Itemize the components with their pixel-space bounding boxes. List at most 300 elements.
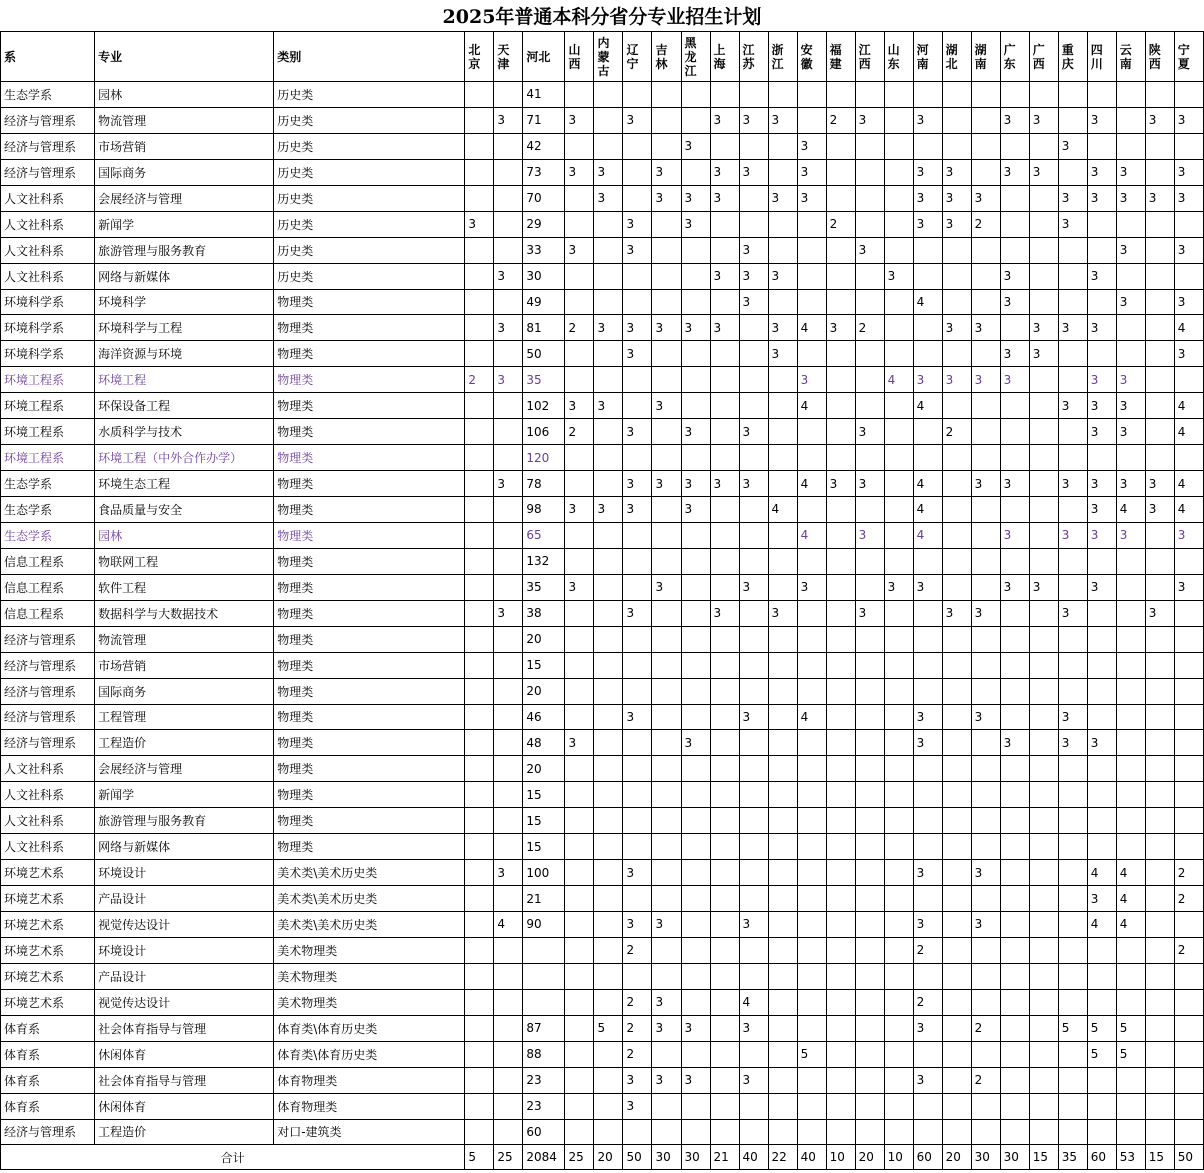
- count-cell: [971, 237, 1000, 263]
- count-cell: [826, 341, 855, 367]
- count-cell: 3: [913, 704, 942, 730]
- count-cell: [494, 445, 523, 471]
- count-cell: 3: [1058, 522, 1087, 548]
- count-cell: [739, 808, 768, 834]
- count-cell: [681, 159, 710, 185]
- count-cell: [768, 782, 797, 808]
- table-row: [1, 263, 1204, 289]
- count-cell: [1145, 912, 1174, 938]
- count-cell: [681, 937, 710, 963]
- count-cell: [768, 1041, 797, 1067]
- count-cell: [739, 211, 768, 237]
- count-cell: [652, 834, 681, 860]
- count-cell: [1174, 834, 1203, 860]
- count-cell: [1029, 963, 1058, 989]
- count-cell: [652, 419, 681, 445]
- count-cell: [1116, 1067, 1145, 1093]
- count-cell: [826, 497, 855, 523]
- table-row: [1, 782, 1204, 808]
- major-cell: 环境生态工程: [95, 471, 274, 497]
- total-count-cell: 35: [1058, 1145, 1087, 1170]
- count-cell: [768, 289, 797, 315]
- count-cell: 3: [1000, 289, 1029, 315]
- count-cell: 3: [1058, 185, 1087, 211]
- count-cell: [681, 82, 710, 108]
- count-cell: 4: [1174, 393, 1203, 419]
- count-cell: [710, 937, 739, 963]
- count-cell: [710, 808, 739, 834]
- count-cell: [942, 756, 971, 782]
- count-cell: [1145, 989, 1174, 1015]
- count-cell: [623, 263, 652, 289]
- count-cell: 4: [884, 367, 913, 393]
- table-row: [1, 393, 1204, 419]
- count-cell: 3: [768, 185, 797, 211]
- total-count-cell: 50: [623, 1145, 652, 1170]
- count-cell: [1087, 963, 1116, 989]
- count-cell: [594, 782, 623, 808]
- sheet-title: 2025年普通本科分省分专业招生计划: [442, 6, 762, 28]
- count-cell: [1029, 133, 1058, 159]
- count-cell: [465, 341, 494, 367]
- count-cell: [594, 860, 623, 886]
- count-cell: [884, 626, 913, 652]
- count-cell: [942, 548, 971, 574]
- count-cell: [710, 886, 739, 912]
- count-cell: [855, 445, 884, 471]
- dept-cell: 环境科学系: [1, 341, 95, 367]
- count-cell: 3: [623, 107, 652, 133]
- category-cell: 物理类: [274, 497, 465, 523]
- count-cell: 4: [1116, 886, 1145, 912]
- count-cell: 3: [710, 263, 739, 289]
- count-cell: [768, 834, 797, 860]
- count-cell: [1058, 497, 1087, 523]
- count-cell: [1058, 652, 1087, 678]
- count-cell: 20: [523, 678, 565, 704]
- table-row: [1, 704, 1204, 730]
- count-cell: [1000, 756, 1029, 782]
- count-cell: [1029, 886, 1058, 912]
- count-cell: [494, 237, 523, 263]
- count-cell: [884, 1015, 913, 1041]
- dept-cell: 经济与管理系: [1, 704, 95, 730]
- count-cell: [1145, 1015, 1174, 1041]
- total-count-cell: 60: [913, 1145, 942, 1170]
- count-cell: 3: [971, 600, 1000, 626]
- count-cell: [1000, 860, 1029, 886]
- count-cell: 3: [652, 1015, 681, 1041]
- count-cell: [565, 1015, 594, 1041]
- count-cell: [1145, 548, 1174, 574]
- count-cell: [1000, 782, 1029, 808]
- count-cell: 4: [913, 289, 942, 315]
- count-cell: [1087, 600, 1116, 626]
- category-cell: 物理类: [274, 471, 465, 497]
- count-cell: [1087, 937, 1116, 963]
- count-cell: 3: [1058, 471, 1087, 497]
- count-cell: 4: [913, 393, 942, 419]
- count-cell: [971, 574, 1000, 600]
- count-cell: 15: [523, 652, 565, 678]
- count-cell: [465, 574, 494, 600]
- count-cell: [594, 471, 623, 497]
- count-cell: [1174, 445, 1203, 471]
- count-cell: [565, 652, 594, 678]
- count-cell: 3: [1087, 522, 1116, 548]
- count-cell: 3: [623, 912, 652, 938]
- table-row: [1, 315, 1204, 341]
- count-cell: [826, 963, 855, 989]
- count-cell: [855, 289, 884, 315]
- count-cell: [565, 756, 594, 782]
- count-cell: [1029, 1067, 1058, 1093]
- count-cell: [681, 263, 710, 289]
- count-cell: [1029, 782, 1058, 808]
- count-cell: [594, 652, 623, 678]
- count-cell: [594, 574, 623, 600]
- count-cell: [1145, 159, 1174, 185]
- count-cell: [1145, 704, 1174, 730]
- count-cell: [652, 678, 681, 704]
- major-cell: 网络与新媒体: [95, 834, 274, 860]
- count-cell: [884, 1119, 913, 1145]
- major-cell: 环境科学与工程: [95, 315, 274, 341]
- count-cell: [971, 626, 1000, 652]
- count-cell: [710, 834, 739, 860]
- count-cell: [855, 497, 884, 523]
- count-cell: 3: [739, 237, 768, 263]
- count-cell: [739, 341, 768, 367]
- count-cell: 2: [465, 367, 494, 393]
- count-cell: [681, 678, 710, 704]
- count-cell: [768, 937, 797, 963]
- count-cell: 3: [681, 315, 710, 341]
- count-cell: [494, 159, 523, 185]
- count-cell: [942, 808, 971, 834]
- count-cell: [565, 211, 594, 237]
- count-cell: [652, 1119, 681, 1145]
- header-province: 宁夏: [1174, 32, 1203, 82]
- major-cell: 市场营销: [95, 652, 274, 678]
- count-cell: 3: [913, 574, 942, 600]
- count-cell: [797, 782, 826, 808]
- table-row: [1, 574, 1204, 600]
- total-count-cell: 10: [884, 1145, 913, 1170]
- count-cell: [465, 107, 494, 133]
- count-cell: 4: [913, 497, 942, 523]
- count-cell: [942, 1015, 971, 1041]
- count-cell: 88: [523, 1041, 565, 1067]
- count-cell: [884, 808, 913, 834]
- count-cell: [1029, 678, 1058, 704]
- count-cell: 3: [913, 159, 942, 185]
- count-cell: [797, 341, 826, 367]
- count-cell: [594, 1093, 623, 1119]
- count-cell: 3: [623, 341, 652, 367]
- count-cell: [1029, 989, 1058, 1015]
- count-cell: [797, 107, 826, 133]
- header-province: 辽宁: [623, 32, 652, 82]
- count-cell: 3: [1058, 133, 1087, 159]
- count-cell: [739, 522, 768, 548]
- category-cell: 物理类: [274, 834, 465, 860]
- count-cell: [942, 963, 971, 989]
- count-cell: [768, 1119, 797, 1145]
- count-cell: [681, 1041, 710, 1067]
- header-province: 黑龙江: [681, 32, 710, 82]
- dept-cell: 生态学系: [1, 82, 95, 108]
- count-cell: 3: [1174, 341, 1203, 367]
- count-cell: [971, 159, 1000, 185]
- count-cell: [710, 730, 739, 756]
- count-cell: [710, 289, 739, 315]
- count-cell: 3: [594, 497, 623, 523]
- count-cell: 78: [523, 471, 565, 497]
- count-cell: [594, 289, 623, 315]
- header-province: 天津: [494, 32, 523, 82]
- count-cell: [768, 652, 797, 678]
- count-cell: 4: [797, 522, 826, 548]
- count-cell: [465, 1067, 494, 1093]
- count-cell: [826, 886, 855, 912]
- count-cell: 3: [1116, 289, 1145, 315]
- count-cell: [884, 522, 913, 548]
- count-cell: [971, 522, 1000, 548]
- count-cell: [594, 548, 623, 574]
- count-cell: [1087, 1067, 1116, 1093]
- dept-cell: 体育系: [1, 1093, 95, 1119]
- count-cell: [797, 211, 826, 237]
- count-cell: [826, 626, 855, 652]
- count-cell: [855, 1015, 884, 1041]
- count-cell: [465, 912, 494, 938]
- count-cell: [739, 497, 768, 523]
- count-cell: 3: [623, 471, 652, 497]
- count-cell: [1000, 704, 1029, 730]
- count-cell: [710, 963, 739, 989]
- count-cell: [565, 367, 594, 393]
- major-cell: 新闻学: [95, 211, 274, 237]
- count-cell: [913, 1093, 942, 1119]
- count-cell: 33: [523, 237, 565, 263]
- count-cell: [1116, 652, 1145, 678]
- count-cell: 3: [1000, 574, 1029, 600]
- count-cell: [1029, 1041, 1058, 1067]
- count-cell: [710, 1093, 739, 1119]
- count-cell: [565, 1093, 594, 1119]
- count-cell: 3: [1174, 159, 1203, 185]
- major-cell: 物流管理: [95, 107, 274, 133]
- count-cell: [1145, 756, 1174, 782]
- count-cell: 3: [1087, 107, 1116, 133]
- count-cell: [942, 678, 971, 704]
- major-cell: 环境设计: [95, 937, 274, 963]
- count-cell: 3: [1058, 600, 1087, 626]
- count-cell: 3: [1087, 393, 1116, 419]
- count-cell: 48: [523, 730, 565, 756]
- count-cell: [681, 289, 710, 315]
- count-cell: 3: [1000, 367, 1029, 393]
- count-cell: [623, 808, 652, 834]
- count-cell: [565, 989, 594, 1015]
- count-cell: 87: [523, 1015, 565, 1041]
- count-cell: [710, 211, 739, 237]
- count-cell: 3: [1000, 107, 1029, 133]
- dept-cell: 人文社科系: [1, 263, 95, 289]
- count-cell: [884, 989, 913, 1015]
- table-row: [1, 497, 1204, 523]
- count-cell: 2: [565, 315, 594, 341]
- count-cell: 5: [1116, 1015, 1145, 1041]
- dept-cell: 信息工程系: [1, 574, 95, 600]
- count-cell: [739, 1041, 768, 1067]
- count-cell: [565, 522, 594, 548]
- count-cell: [594, 678, 623, 704]
- count-cell: [884, 1067, 913, 1093]
- count-cell: [594, 133, 623, 159]
- count-cell: 3: [623, 860, 652, 886]
- count-cell: [494, 548, 523, 574]
- dept-cell: 环境科学系: [1, 315, 95, 341]
- count-cell: [739, 82, 768, 108]
- count-cell: [1000, 133, 1029, 159]
- count-cell: [826, 522, 855, 548]
- count-cell: 3: [768, 263, 797, 289]
- count-cell: [768, 133, 797, 159]
- count-cell: [681, 963, 710, 989]
- category-cell: 美术类\美术历史类: [274, 912, 465, 938]
- count-cell: [623, 289, 652, 315]
- count-cell: [1029, 548, 1058, 574]
- count-cell: 3: [1116, 393, 1145, 419]
- count-cell: [884, 107, 913, 133]
- count-cell: [1174, 730, 1203, 756]
- count-cell: [494, 704, 523, 730]
- count-cell: [971, 1093, 1000, 1119]
- count-cell: [739, 886, 768, 912]
- count-cell: [942, 1067, 971, 1093]
- dept-cell: 生态学系: [1, 497, 95, 523]
- count-cell: [884, 548, 913, 574]
- count-cell: [797, 808, 826, 834]
- count-cell: [652, 1041, 681, 1067]
- count-cell: 3: [681, 471, 710, 497]
- count-cell: [1174, 82, 1203, 108]
- count-cell: [797, 730, 826, 756]
- count-cell: [565, 82, 594, 108]
- count-cell: [855, 886, 884, 912]
- count-cell: [710, 133, 739, 159]
- category-cell: 物理类: [274, 445, 465, 471]
- count-cell: [565, 860, 594, 886]
- major-cell: 休闲体育: [95, 1041, 274, 1067]
- count-cell: [594, 237, 623, 263]
- count-cell: 3: [768, 600, 797, 626]
- count-cell: [739, 600, 768, 626]
- total-count-cell: 30: [681, 1145, 710, 1170]
- count-cell: 3: [681, 1015, 710, 1041]
- dept-cell: 人文社科系: [1, 211, 95, 237]
- count-cell: 3: [1174, 107, 1203, 133]
- count-cell: [797, 989, 826, 1015]
- count-cell: 5: [1116, 1041, 1145, 1067]
- category-cell: 美术类\美术历史类: [274, 860, 465, 886]
- table-body: [1, 82, 1204, 1145]
- table-row: [1, 756, 1204, 782]
- header-province: 上海: [710, 32, 739, 82]
- count-cell: 3: [494, 471, 523, 497]
- count-cell: 3: [623, 600, 652, 626]
- count-cell: [739, 678, 768, 704]
- count-cell: 4: [1116, 912, 1145, 938]
- count-cell: [494, 1119, 523, 1145]
- count-cell: 4: [1174, 471, 1203, 497]
- count-cell: 106: [523, 419, 565, 445]
- count-cell: [1145, 1093, 1174, 1119]
- count-cell: [1145, 626, 1174, 652]
- count-cell: [1029, 445, 1058, 471]
- total-count-cell: 15: [1145, 1145, 1174, 1170]
- count-cell: [942, 522, 971, 548]
- category-cell: 对口-建筑类: [274, 1119, 465, 1145]
- count-cell: 3: [623, 1093, 652, 1119]
- count-cell: [855, 82, 884, 108]
- count-cell: [884, 704, 913, 730]
- count-cell: [768, 860, 797, 886]
- count-cell: 41: [523, 82, 565, 108]
- count-cell: [681, 704, 710, 730]
- count-cell: [465, 1041, 494, 1067]
- count-cell: 3: [855, 107, 884, 133]
- count-cell: [1116, 107, 1145, 133]
- count-cell: 3: [855, 419, 884, 445]
- category-cell: 历史类: [274, 133, 465, 159]
- count-cell: [1058, 1093, 1087, 1119]
- count-cell: [494, 185, 523, 211]
- count-cell: [855, 185, 884, 211]
- count-cell: [884, 185, 913, 211]
- category-cell: 物理类: [274, 808, 465, 834]
- count-cell: [594, 730, 623, 756]
- count-cell: [855, 808, 884, 834]
- count-cell: 2: [565, 419, 594, 445]
- count-cell: [594, 445, 623, 471]
- count-cell: [465, 522, 494, 548]
- table-row: [1, 860, 1204, 886]
- total-count-cell: 21: [710, 1145, 739, 1170]
- count-cell: [494, 393, 523, 419]
- count-cell: [594, 1119, 623, 1145]
- count-cell: [913, 808, 942, 834]
- major-cell: 国际商务: [95, 159, 274, 185]
- count-cell: [1174, 1093, 1203, 1119]
- count-cell: [594, 756, 623, 782]
- count-cell: [855, 626, 884, 652]
- count-cell: [768, 912, 797, 938]
- count-cell: [797, 497, 826, 523]
- count-cell: 3: [652, 471, 681, 497]
- count-cell: [739, 315, 768, 341]
- count-cell: [1000, 237, 1029, 263]
- count-cell: [855, 1041, 884, 1067]
- count-cell: [797, 678, 826, 704]
- count-cell: [1029, 652, 1058, 678]
- count-cell: [594, 367, 623, 393]
- count-cell: 3: [739, 574, 768, 600]
- count-cell: [523, 937, 565, 963]
- count-cell: 3: [1116, 237, 1145, 263]
